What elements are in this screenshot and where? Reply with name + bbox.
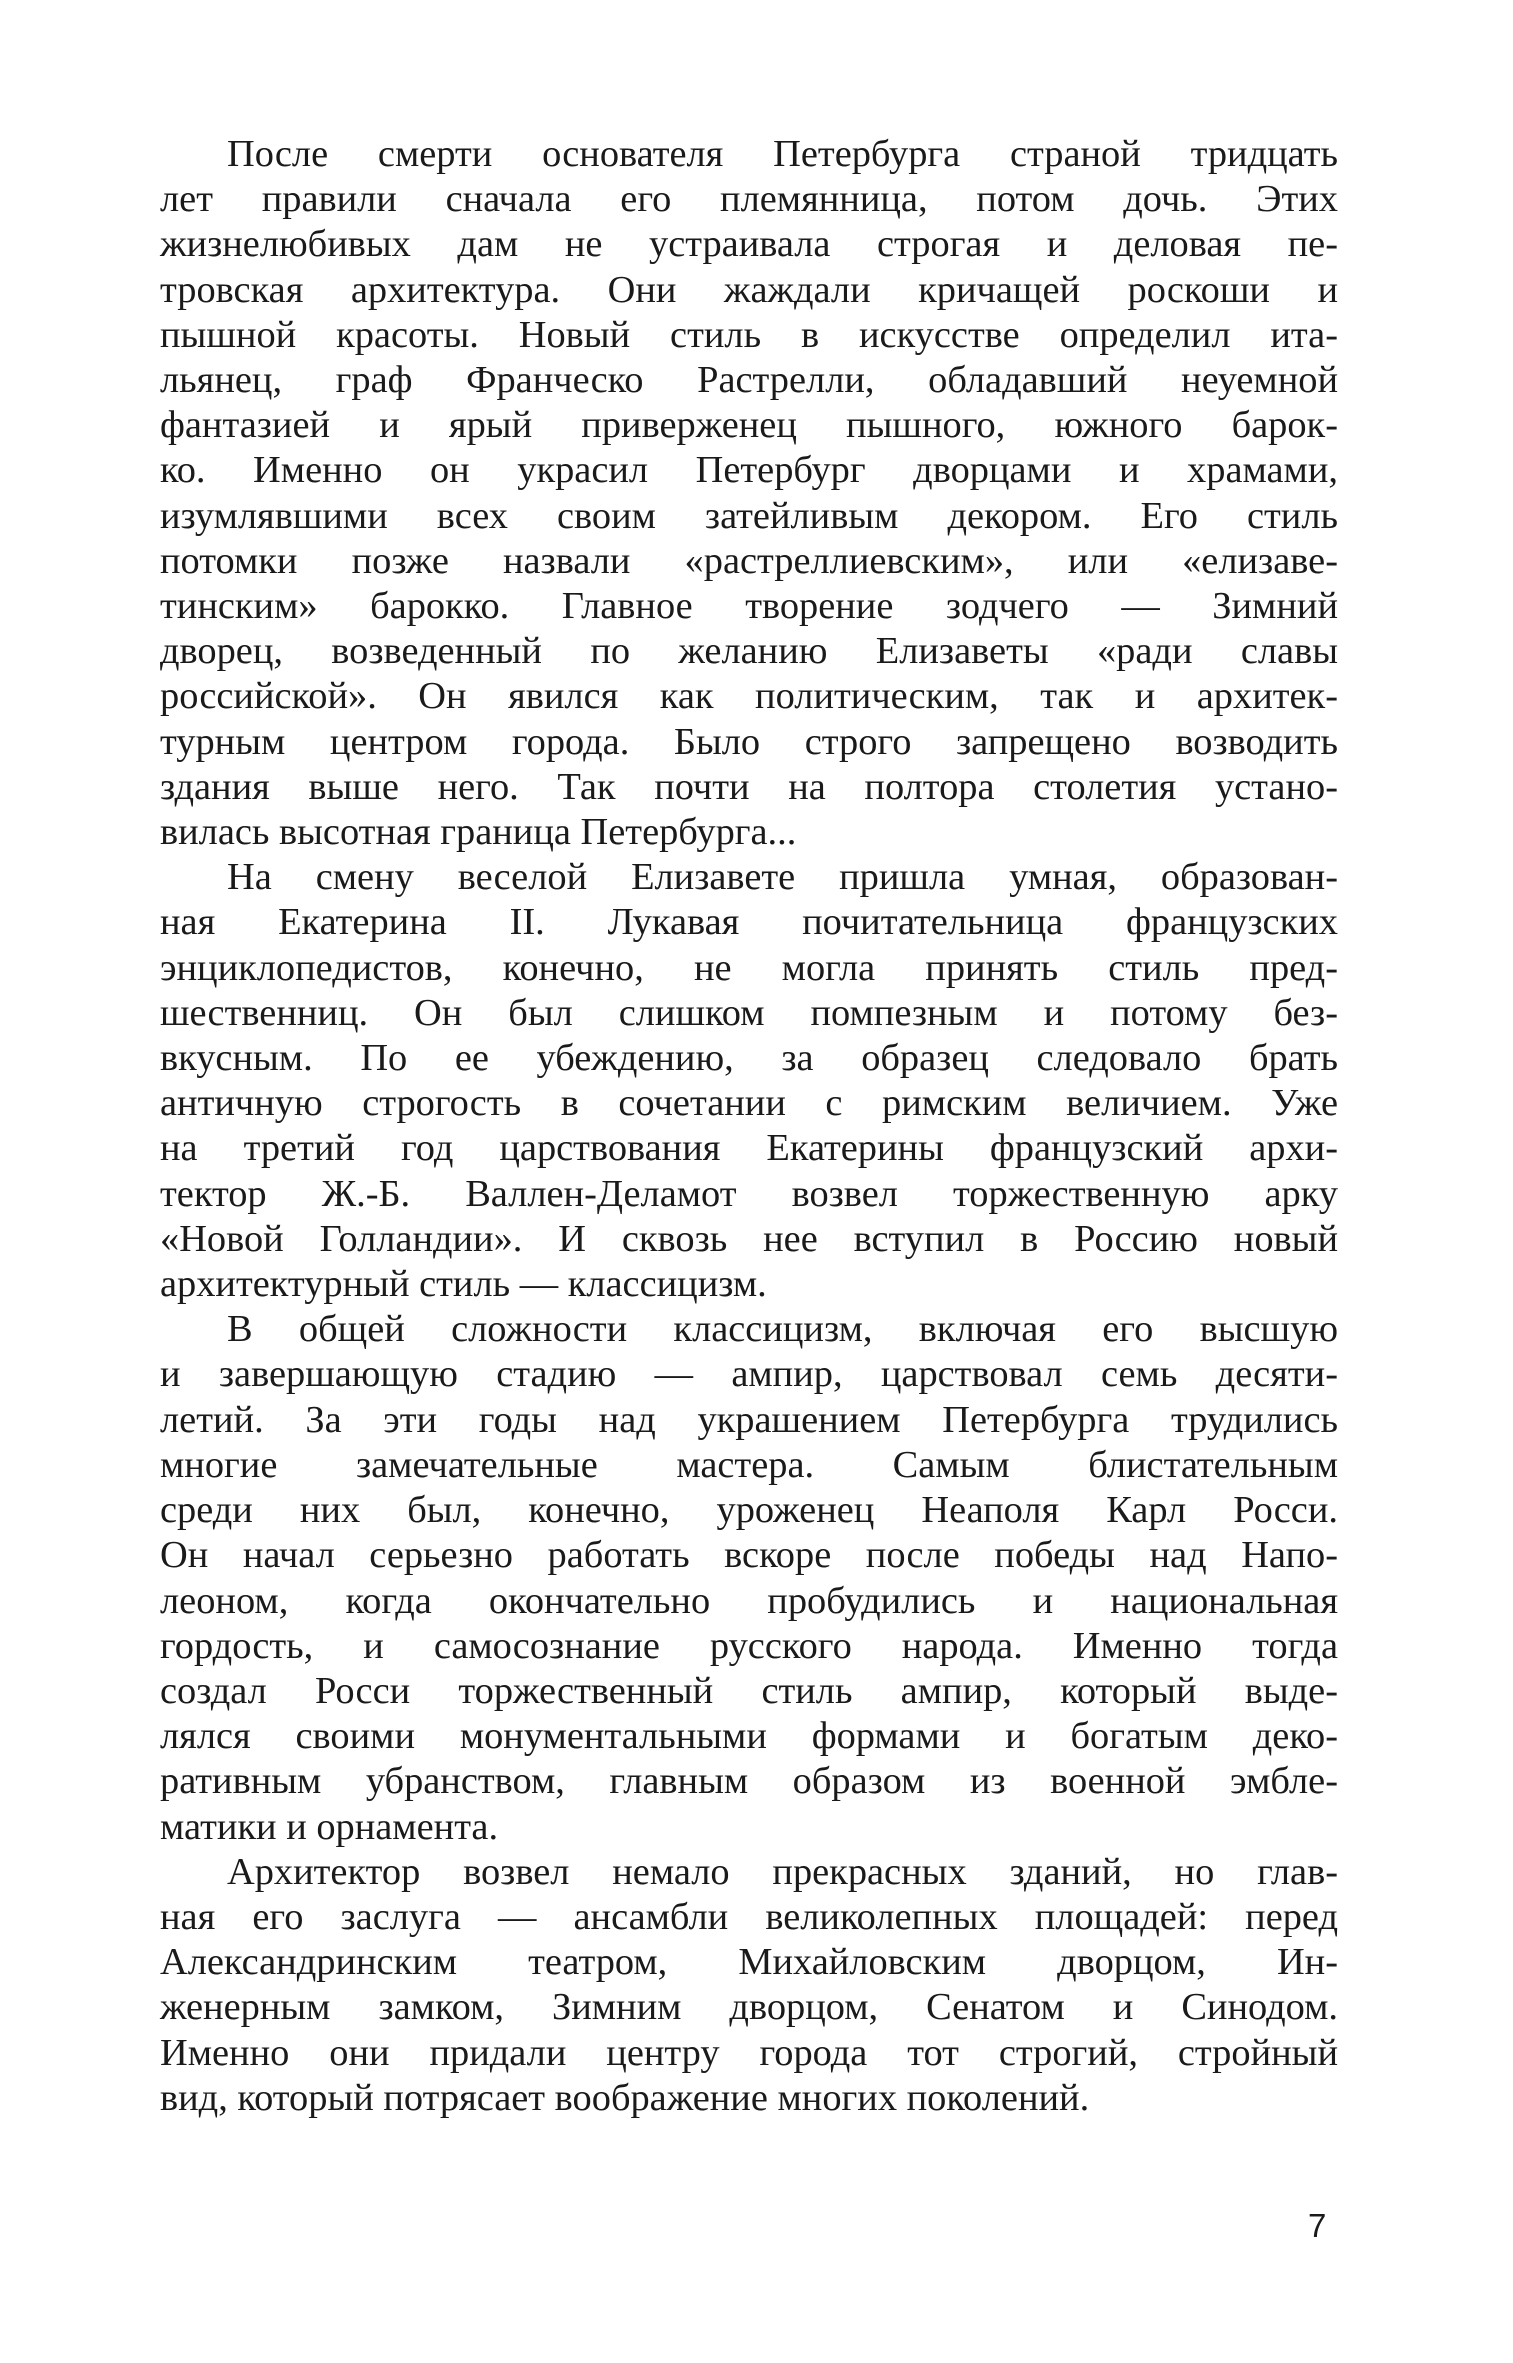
text-line: античную строгость в сочетании с римским величием. Уже	[160, 1082, 1338, 1125]
text-line: изумлявшими всех своим затейливым декором. Его стиль	[160, 494, 1338, 537]
text-line: здания выше него. Так почти на полтора столетия устано-	[160, 765, 1338, 808]
text-line: ко. Именно он украсил Петербург дворцами и храмами,	[160, 449, 1338, 492]
text-line: тровская архитектура. Они жаждали кричащей роскоши и	[160, 268, 1338, 311]
text-line: лялся своими монументальными формами и богатым деко-	[160, 1715, 1338, 1758]
text-line: российской». Он явился как политическим, так и архитек-	[160, 675, 1338, 718]
text-line: В общей сложности классицизм, включая его высшую	[227, 1308, 1338, 1351]
text-line: архитектурный стиль — классицизм.	[160, 1263, 767, 1306]
text-line: энциклопедистов, конечно, не могла принять стиль пред-	[160, 946, 1338, 989]
paragraph-4	[160, 1850, 1338, 2121]
text-line: дворец, возведенный по желанию Елизаветы «ради славы	[160, 630, 1338, 673]
text-line: среди них был, конечно, уроженец Неаполя Карл Росси.	[160, 1489, 1338, 1532]
paragraph	[160, 132, 1338, 2121]
text-line: шественниц. Он был слишком помпезным и потому без-	[160, 991, 1338, 1034]
paragraph-2	[160, 855, 1338, 1307]
text-line: вид, который потрясает воображение многих поколений.	[160, 2076, 1090, 2119]
page-number: 7	[1308, 2207, 1327, 2244]
text-line: матики и орнамента.	[160, 1805, 499, 1848]
paragraph-1	[160, 132, 1338, 855]
text-line: на третий год царствования Екатерины французский архи-	[160, 1127, 1338, 1170]
paragraph-3	[160, 1307, 1338, 1849]
text-line: фантазией и ярый приверженец пышного, южного барок-	[160, 404, 1338, 447]
text-line: пышной красоты. Новый стиль в искусстве определил ита-	[160, 313, 1338, 356]
text-line: На смену веселой Елизавете пришла умная, образован-	[227, 856, 1338, 899]
text-line: вкусным. По ее убеждению, за образец следовало брать	[160, 1037, 1338, 1080]
text-line: Архитектор возвел немало прекрасных зданий, но глав-	[227, 1850, 1338, 1893]
text-line: тектор Ж.-Б. Валлен-Деламот возвел торжественную арку	[160, 1172, 1338, 1215]
text-line: летий. За эти годы над украшением Петербурга трудились	[160, 1398, 1338, 1441]
text-line: льянец, граф Франческо Растрелли, обладавший неуемной	[160, 359, 1338, 402]
text-line: ративным убранством, главным образом из военной эмбле-	[160, 1760, 1338, 1803]
text-line: ная его заслуга — ансамбли великолепных площадей: перед	[160, 1895, 1338, 1938]
text-line: турным центром города. Было строго запрещено возводить	[160, 720, 1338, 763]
text-line: Александринским театром, Михайловским дворцом, Ин-	[160, 1941, 1338, 1984]
text-line: многие замечательные мастера. Самым блистательным	[160, 1443, 1338, 1486]
text-line: лет правили сначала его племянница, потом дочь. Этих	[160, 178, 1338, 221]
page-body	[160, 132, 1338, 2121]
text-line: «Новой Голландии». И сквозь нее вступил в Россию новый	[160, 1217, 1338, 1260]
text-line: Именно они придали центру города тот строгий, стройный	[160, 2031, 1338, 2074]
text-line: вилась высотная граница Петербурга...	[160, 811, 797, 854]
text-line: Он начал серьезно работать вскоре после победы над Напо-	[160, 1534, 1338, 1577]
text-line: и завершающую стадию — ампир, царствовал семь десяти-	[160, 1353, 1338, 1396]
text-line: После смерти основателя Петербурга страной тридцать	[227, 133, 1338, 175]
text-line: потомки позже назвали «растреллиевским», или «елизаве-	[160, 539, 1338, 582]
text-line: тинским» барокко. Главное творение зодчего — Зимний	[160, 585, 1338, 628]
text-line: жизнелюбивых дам не устраивала строгая и деловая пе-	[160, 223, 1338, 266]
text-line: гордость, и самосознание русского народа. Именно тогда	[160, 1624, 1338, 1667]
text-line: женерным замком, Зимним дворцом, Сенатом и Синодом.	[160, 1986, 1338, 2029]
text-line: леоном, когда окончательно пробудились и национальная	[160, 1579, 1338, 1622]
text-line: создал Росси торжественный стиль ампир, который выде-	[160, 1669, 1338, 1712]
text-line: ная Екатерина II. Лукавая почитательница французских	[160, 901, 1338, 944]
